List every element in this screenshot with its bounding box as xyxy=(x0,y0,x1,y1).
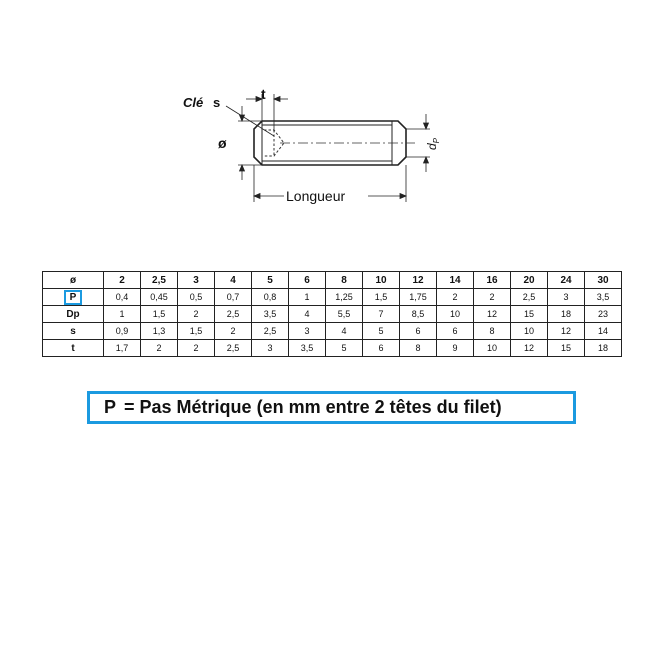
header-cell: 24 xyxy=(548,272,585,289)
table-cell: 10 xyxy=(511,323,548,340)
table-row-s xyxy=(43,323,622,340)
diameter-label: ø xyxy=(218,135,227,151)
row-label-p xyxy=(43,289,104,306)
row-label-s: s xyxy=(43,323,104,340)
header-cell: 8 xyxy=(326,272,363,289)
table-cell: 2 xyxy=(474,289,511,306)
table-cell: 3,5 xyxy=(252,306,289,323)
table-row-p xyxy=(43,289,622,306)
table-cell: 1,25 xyxy=(326,289,363,306)
table-cell: 10 xyxy=(474,340,511,357)
svg-text:dP: $d_P$ xyxy=(425,137,441,150)
table-cell: 2,5 xyxy=(215,340,252,357)
table-cell: 5 xyxy=(326,340,363,357)
table-cell: 2,5 xyxy=(215,306,252,323)
table-cell: 2 xyxy=(437,289,474,306)
header-cell: 2,5 xyxy=(141,272,178,289)
table-cell: 2 xyxy=(178,306,215,323)
table-cell: 4 xyxy=(289,306,326,323)
header-cell: 12 xyxy=(400,272,437,289)
table-cell: 0,9 xyxy=(104,323,141,340)
row-label-dp: Dp xyxy=(43,306,104,323)
header-cell: 3 xyxy=(178,272,215,289)
header-cell: 4 xyxy=(215,272,252,289)
table-cell: 5,5 xyxy=(326,306,363,323)
cle-label: Clé xyxy=(183,95,204,110)
table-cell: 3,5 xyxy=(289,340,326,357)
header-cell: 6 xyxy=(289,272,326,289)
table-cell: 1 xyxy=(104,306,141,323)
table-cell: 8,5 xyxy=(400,306,437,323)
table-cell: 1,5 xyxy=(363,289,400,306)
table-cell: 0,4 xyxy=(104,289,141,306)
table-cell: 2,5 xyxy=(252,323,289,340)
table-cell: 0,8 xyxy=(252,289,289,306)
table-cell: 12 xyxy=(474,306,511,323)
table-cell: 2 xyxy=(178,340,215,357)
set-screw-drawing xyxy=(180,84,450,209)
table-cell: 5 xyxy=(363,323,400,340)
table-cell: 6 xyxy=(363,340,400,357)
table-cell: 2 xyxy=(141,340,178,357)
table-cell: 14 xyxy=(585,323,622,340)
header-cell: 20 xyxy=(511,272,548,289)
header-cell: 2 xyxy=(104,272,141,289)
table-cell: 1 xyxy=(289,289,326,306)
header-cell: 10 xyxy=(363,272,400,289)
table-cell: 23 xyxy=(585,306,622,323)
table-cell: 3,5 xyxy=(585,289,622,306)
table-cell: 18 xyxy=(585,340,622,357)
dimension-table xyxy=(42,271,622,357)
table-cell: 3 xyxy=(252,340,289,357)
header-cell: 16 xyxy=(474,272,511,289)
table-cell: 15 xyxy=(548,340,585,357)
table-cell: 10 xyxy=(437,306,474,323)
table-cell: 6 xyxy=(400,323,437,340)
table-row-dp xyxy=(43,306,622,323)
table-cell: 15 xyxy=(511,306,548,323)
s-label: s xyxy=(213,95,221,110)
table-cell: 2,5 xyxy=(511,289,548,306)
table-cell: 18 xyxy=(548,306,585,323)
table-cell: 1,3 xyxy=(141,323,178,340)
dp-label xyxy=(425,137,441,150)
table-cell: 1,5 xyxy=(141,306,178,323)
header-cell: 5 xyxy=(252,272,289,289)
table-cell: 0,7 xyxy=(215,289,252,306)
table-cell: 1,5 xyxy=(178,323,215,340)
table-cell: 7 xyxy=(363,306,400,323)
table-cell: 12 xyxy=(511,340,548,357)
diameter-dimension xyxy=(238,106,262,180)
table-cell: 1,75 xyxy=(400,289,437,306)
table-cell: 0,45 xyxy=(141,289,178,306)
table-cell: 2 xyxy=(215,323,252,340)
table-cell: 1,7 xyxy=(104,340,141,357)
table-cell: 0,5 xyxy=(178,289,215,306)
header-cell: 14 xyxy=(437,272,474,289)
legend-symbol: P xyxy=(104,397,117,417)
legend-text: = Pas Métrique (en mm entre 2 têtes du filet) xyxy=(124,397,502,417)
legend-box xyxy=(87,391,576,424)
table-cell: 6 xyxy=(437,323,474,340)
table-cell: 12 xyxy=(548,323,585,340)
table-cell: 8 xyxy=(474,323,511,340)
length-label: Longueur xyxy=(286,188,346,204)
row-label-diameter: ø xyxy=(43,272,104,289)
t-label: t xyxy=(261,86,266,102)
table-cell: 3 xyxy=(548,289,585,306)
p-highlight-box: P xyxy=(64,290,83,305)
row-label-t: t xyxy=(43,340,104,357)
table-cell: 3 xyxy=(289,323,326,340)
table-header-row xyxy=(43,272,622,289)
table-cell: 4 xyxy=(326,323,363,340)
table-cell: 9 xyxy=(437,340,474,357)
table-row-t xyxy=(43,340,622,357)
table-cell: 8 xyxy=(400,340,437,357)
header-cell: 30 xyxy=(585,272,622,289)
